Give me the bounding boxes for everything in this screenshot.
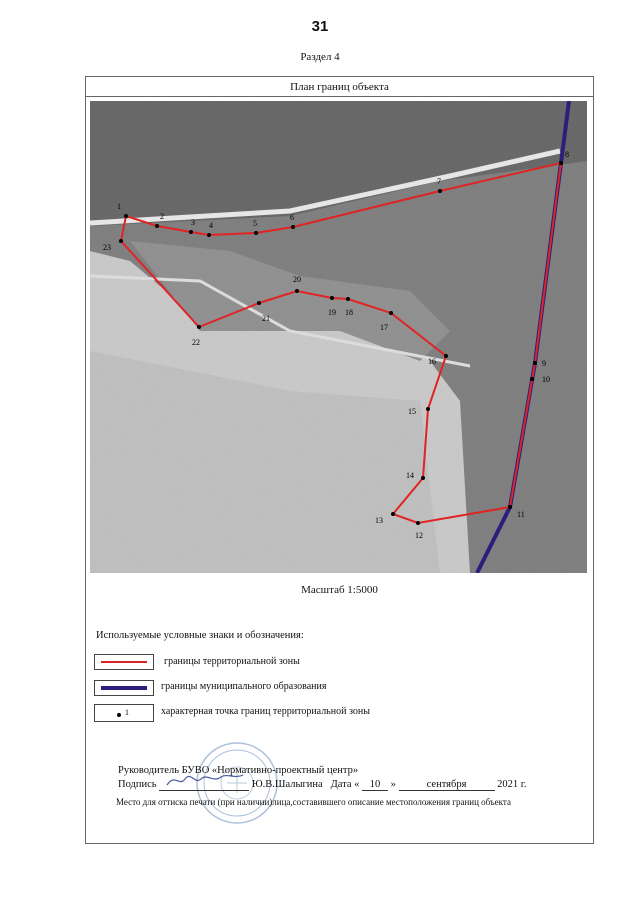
boundary-point: [438, 189, 442, 193]
boundary-point: [254, 231, 258, 235]
legend-label-point: характерная точка границ территориальной зоны: [161, 706, 370, 717]
legend-label-municipal: границы муниципального образования: [161, 681, 327, 692]
boundary-point: [295, 289, 299, 293]
satellite-map: [90, 101, 587, 573]
boundary-point-label: 7: [437, 177, 441, 186]
boundary-point-label: 4: [209, 221, 213, 230]
boundary-point-label: 18: [345, 308, 353, 317]
legend-swatch-zone: [94, 654, 154, 670]
boundary-point-label: 19: [328, 308, 336, 317]
boundary-point-label: 20: [293, 275, 301, 284]
boundary-point-label: 12: [415, 531, 423, 540]
boundary-point: [291, 225, 295, 229]
boundary-point: [124, 214, 128, 218]
boundary-point: [426, 407, 430, 411]
signature-field: [159, 779, 249, 791]
boundary-point-label: 11: [517, 510, 525, 519]
plan-frame: [85, 76, 594, 844]
boundary-point-label: 15: [408, 407, 416, 416]
date-month: сентября: [399, 779, 495, 791]
boundary-point: [508, 505, 512, 509]
boundary-point-label: 16: [428, 357, 436, 366]
boundary-point-label: 6: [290, 213, 294, 222]
signer-name: Ю.В.Шалыгина: [251, 779, 323, 790]
boundary-point: [207, 233, 211, 237]
boundary-point: [421, 476, 425, 480]
boundary-point-label: 2: [160, 212, 164, 221]
boundary-point-label: 5: [253, 219, 257, 228]
boundary-point: [559, 161, 563, 165]
legend-label-zone: границы территориальной зоны: [164, 656, 300, 667]
boundary-point: [155, 224, 159, 228]
page-number: 31: [311, 18, 329, 35]
boundary-point-label: 8: [565, 150, 569, 159]
boundary-point-label: 23: [103, 243, 111, 252]
zone-line-sample: [101, 661, 147, 663]
boundary-point: [391, 512, 395, 516]
boundary-point-label: 1: [117, 202, 121, 211]
date-label: Дата «: [330, 779, 360, 790]
point-sample-icon: [117, 713, 121, 717]
date-quote-close: »: [390, 779, 396, 790]
handwritten-signature: [165, 773, 245, 787]
signature-row: [118, 779, 527, 791]
legend-swatch-municipal: [94, 680, 154, 696]
boundary-point: [389, 311, 393, 315]
date-day: 10: [362, 779, 388, 791]
municipal-line-sample: [101, 686, 147, 690]
director-line: Руководитель БУВО «Нормативно-проектный центр»: [118, 765, 359, 776]
boundary-point: [189, 230, 193, 234]
boundary-point: [444, 354, 448, 358]
boundary-point: [330, 296, 334, 300]
plan-title: План границ объекта: [86, 77, 593, 97]
seal-note: Место для оттиска печати (при наличии)лица,составившего описание местоположения границ объекта: [116, 797, 511, 807]
boundary-point: [533, 361, 537, 365]
date-year: 2021 г.: [497, 779, 527, 790]
boundary-point-label: 10: [542, 375, 550, 384]
boundary-point-label: 21: [262, 314, 270, 323]
point-sample-label: 1: [125, 708, 129, 717]
boundary-point-label: 17: [380, 323, 388, 332]
boundary-point-label: 22: [192, 338, 200, 347]
boundary-point: [346, 297, 350, 301]
legend-title: Используемые условные знаки и обозначения:: [96, 630, 304, 641]
boundary-point: [530, 377, 534, 381]
boundary-point-label: 9: [542, 359, 546, 368]
boundary-point-label: 13: [375, 516, 383, 525]
boundary-point: [197, 325, 201, 329]
boundary-point-label: 14: [406, 471, 414, 480]
section-heading: Раздел 4: [300, 51, 340, 63]
boundary-point: [416, 521, 420, 525]
boundary-point: [119, 239, 123, 243]
legend-swatch-point: [94, 704, 154, 722]
boundary-point-label: 3: [191, 218, 195, 227]
signature-label: Подпись: [118, 779, 157, 790]
boundary-point: [257, 301, 261, 305]
scale-label: Масштаб 1:5000: [301, 584, 378, 596]
